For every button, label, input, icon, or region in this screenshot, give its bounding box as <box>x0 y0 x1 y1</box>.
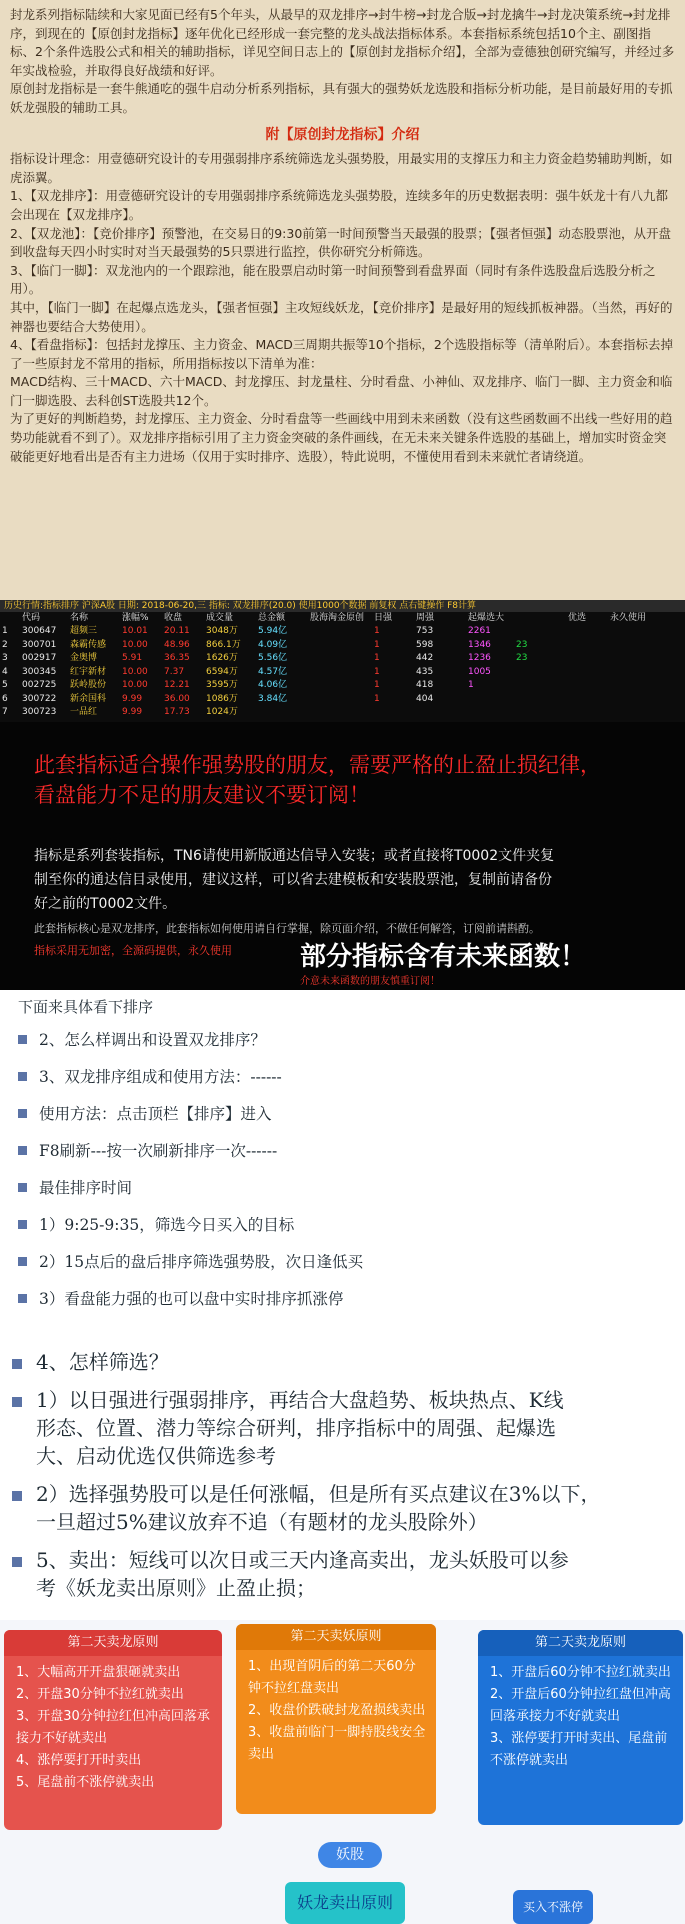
terminal-cell: 3048万 <box>206 626 238 636</box>
bullet-icon <box>12 1557 22 1567</box>
terminal-cell: 一品红 <box>70 707 98 717</box>
terminal-cell: 10.00 <box>122 680 148 690</box>
steps-item <box>18 1287 343 1309</box>
rule-item: 2、收盘价跌破封龙盈损线卖出 <box>248 1703 426 1718</box>
terminal-column-header[interactable]: 涨幅% <box>122 613 149 623</box>
terminal-cell: 1 <box>2 626 8 636</box>
terminal-cell: 森霸传感 <box>70 639 107 650</box>
terminal-cell: 超频三 <box>70 626 98 636</box>
bullet-icon <box>18 1035 27 1044</box>
terminal-cell <box>514 666 566 680</box>
terminal-cell <box>566 706 608 720</box>
terminal-cell: 1 <box>374 666 380 677</box>
terminal-row[interactable] <box>0 639 685 653</box>
filter-line: 大、启动优选仅供筛选参考 <box>36 1444 276 1468</box>
bullet-icon <box>18 1146 27 1155</box>
terminal-cell: 5 <box>2 680 8 690</box>
steps-item-text: 3）看盘能力强的也可以盘中实时排序抓涨停 <box>39 1290 344 1308</box>
terminal-cell: 2261 <box>468 626 491 636</box>
terminal-cell: 10.01 <box>122 626 148 636</box>
terminal-cell <box>608 652 650 666</box>
terminal-cell: 866.1万 <box>206 639 241 650</box>
steps-item-text: 最佳排序时间 <box>39 1179 133 1197</box>
terminal-cell <box>514 625 566 639</box>
terminal-cell <box>308 625 372 639</box>
terminal-cell: 300701 <box>22 639 57 650</box>
steps-item <box>18 1250 363 1272</box>
rule-item: 1、大幅高开开盘狠砸就卖出 <box>16 1665 181 1680</box>
terminal-cell: 435 <box>416 666 434 677</box>
steps-item <box>18 1139 277 1161</box>
terminal-topbar: 历史行情:指标排序 沪深A股 日期: 2018-06-20,三 指标: 双龙排序(20.0) 使用1000个数据 前复权 点右键操作 F8计算 <box>0 600 685 612</box>
steps-item-text: F8刷新---按一次刷新排序一次------ <box>39 1142 278 1160</box>
bullet-icon <box>18 1220 27 1229</box>
intro-paragraph: 指标设计理念：用壹德研究设计的专用强弱排序系统筛选龙头强势股，用最实用的支撑压力和主力资金趋势辅助判断，如虎添翼。 <box>10 151 673 185</box>
steps-item <box>18 1213 294 1235</box>
terminal-cell: 2 <box>2 639 8 650</box>
terminal-cell: 36.35 <box>164 653 190 663</box>
note-line: 好之前的T0002文件。 <box>34 896 177 912</box>
intro-paragraph: 3、【临门一脚】：双龙池内的一个跟踪池，能在股票启动时第一时间预警到看盘界面（同时有条件选股盘后选股分析之用）。 <box>10 262 656 297</box>
terminal-column-header[interactable]: 总金额 <box>258 613 286 623</box>
terminal-row[interactable] <box>0 706 685 720</box>
sell-rules-diagram <box>0 1620 685 1924</box>
terminal-cell: 1 <box>374 693 380 704</box>
steps-item <box>18 1102 272 1124</box>
terminal-cell: 300345 <box>22 666 57 677</box>
filter-line: 1）以日强进行强弱排序，再结合大盘趋势、板块热点、K线 <box>12 1386 564 1414</box>
terminal-cell: 1 <box>374 653 380 663</box>
intro-heading: 附【原创封龙指标】介绍 <box>265 126 420 143</box>
box-title: 第二天卖龙原则 <box>4 1630 222 1656</box>
bullet-icon <box>18 1257 27 1266</box>
intro-paragraph: 4、【看盘指标】：包括封龙撑压、主力资金、MACD三周期共振等10个指标，2个选股指标等（清单附后）。本套指标去掉了一些原封龙不常用的指标，所用指标按以下清单为准： <box>10 337 674 371</box>
filter-section <box>0 1340 685 1620</box>
bullet-icon <box>18 1294 27 1303</box>
terminal-cell: 4.09亿 <box>258 639 288 650</box>
rule-item: 1、出现首阴后的第二天60分钟不拉红盘卖出 <box>248 1659 416 1696</box>
terminal-cell <box>372 706 414 720</box>
terminal-cell: 5.94亿 <box>258 626 288 636</box>
terminal-cell: 7 <box>2 707 8 717</box>
bullet-icon <box>12 1491 22 1501</box>
terminal-cell <box>608 679 650 693</box>
steps-item-text: 1）9:25-9:35，筛选今日买入的目标 <box>39 1216 295 1234</box>
terminal-cell: 10.00 <box>122 639 148 650</box>
terminal-cell: 10.00 <box>122 666 148 677</box>
terminal-cell <box>566 625 608 639</box>
terminal-cell <box>256 706 308 720</box>
steps-item-text: 2、怎么样调出和设置双龙排序？ <box>39 1031 266 1049</box>
terminal-cell: 753 <box>416 626 434 636</box>
terminal-cell <box>566 639 608 653</box>
terminal-cell: 20.11 <box>164 626 190 636</box>
terminal-column-header[interactable]: 周强 <box>416 613 435 623</box>
terminal-row[interactable] <box>0 693 685 707</box>
terminal-cell: 1236 <box>468 653 491 663</box>
filter-line: 4、怎样筛选？ <box>12 1348 169 1376</box>
intro-paragraph: 2、【双龙池】：【竞价排序】预警池，在交易日的9:30前第一时间预警当天最强的股票；【强者恒强】动态股票池，从开盘到收盘每天四小时实时对当天最强势的5只票进行监控，供你研究分析筛选。 <box>10 225 672 260</box>
terminal-cell <box>308 706 372 720</box>
terminal-cell <box>566 693 608 707</box>
terminal-column-header[interactable]: 成交量 <box>206 613 234 623</box>
center-rule-box: 妖龙卖出原则 <box>285 1882 405 1924</box>
terminal-cell <box>608 693 650 707</box>
terminal-cell: 4.06亿 <box>258 680 288 690</box>
terminal-cell: 4.57亿 <box>258 666 288 677</box>
terminal-column-header[interactable]: 永久使用 <box>610 613 647 623</box>
rule-item: 4、涨停要打开时卖出 <box>16 1753 142 1768</box>
terminal-cell: 002917 <box>22 653 57 663</box>
terminal-cell <box>466 693 514 707</box>
terminal-cell: 002725 <box>22 680 57 690</box>
rule-item: 5、尾盘前不涨停就卖出 <box>16 1775 155 1790</box>
bullet-icon <box>18 1109 27 1118</box>
terminal-cell <box>514 679 566 693</box>
buy-not-limit-box: 买入不涨停 <box>513 1890 593 1924</box>
terminal-cell: 1346 <box>468 639 491 650</box>
terminal-cell <box>608 706 650 720</box>
terminal-cell: 7.37 <box>164 666 185 677</box>
terminal-column-header[interactable] <box>514 612 566 625</box>
terminal-cell <box>514 706 566 720</box>
terminal-cell: 418 <box>416 680 434 690</box>
terminal-column-header[interactable]: 收盘 <box>164 613 183 623</box>
terminal-header-row <box>0 612 685 625</box>
rule-item: 2、开盘后60分钟拉红盘但冲高回落承接力不好就卖出 <box>490 1687 671 1724</box>
sell-demon-box <box>236 1624 436 1814</box>
terminal-cell: 300723 <box>22 707 57 717</box>
box-title: 第二天卖龙原则 <box>478 1630 683 1656</box>
terminal-cell: 1 <box>374 626 380 636</box>
sell-dragon-box-left <box>4 1630 222 1830</box>
rule-item: 1、开盘后60分钟不拉红就卖出 <box>490 1665 671 1680</box>
terminal-cell: 1626万 <box>206 653 238 663</box>
terminal-cell: 9.99 <box>122 707 143 717</box>
steps-item-text: 3、双龙排序组成和使用方法：------ <box>39 1068 282 1086</box>
intro-paragraph: 其中，【临门一脚】在起爆点选龙头，【强者恒强】主攻短线妖龙，【竞价排序】是最好用的短线抓板神器。（当然，再好的神器也要结合大势使用）。 <box>10 299 673 334</box>
terminal-row[interactable] <box>0 625 685 639</box>
promo-section <box>0 722 685 990</box>
warning-text <box>34 750 654 810</box>
intro-paragraph: 为了更好的判断趋势，封龙撑压、主力资金、分时看盘等一些画线中用到未来函数（没有这些函数画不出线一些好用的趋势功能就看不到了）。双龙排序指标引用了主力资金突破的条件画线，在无未来关键条件选股的基础上，增加实时资金突破能更好地看出是否有主力进场（仅用于实时排序、选股），特此说明，不懂使用看到未来就忙者请绕道。 <box>10 411 673 464</box>
terminal-cell: 300647 <box>22 626 57 636</box>
terminal-cell: 3 <box>2 653 8 663</box>
terminal-row[interactable] <box>0 652 685 666</box>
terminal-cell: 598 <box>416 639 434 650</box>
terminal-cell <box>608 625 650 639</box>
terminal-column-header[interactable] <box>0 612 20 625</box>
terminal-cell <box>466 706 514 720</box>
rule-item: 3、涨停要打开时卖出、尾盘前不涨停就卖出 <box>490 1731 668 1768</box>
terminal-cell <box>308 639 372 653</box>
terminal-row[interactable] <box>0 666 685 680</box>
demon-stock-label: 妖股 <box>318 1842 382 1868</box>
terminal-cell: 442 <box>416 653 434 663</box>
filter-line: 一旦超过5%建议放弃不追（有题材的龙头股除外） <box>36 1510 488 1534</box>
rule-item: 3、开盘30分钟拉红但冲高回落承接力不好就卖出 <box>16 1709 210 1746</box>
terminal-cell: 23 <box>516 639 528 650</box>
core-note: 此套指标核心是双龙排序，此套指标如何使用请自行掌握，除页面介绍，不做任何解答，订阅前请斟酌。 <box>34 922 540 935</box>
terminal-column-header[interactable]: 名称 <box>70 613 89 623</box>
terminal-cell: 1086万 <box>206 693 238 704</box>
terminal-cell: 5.56亿 <box>258 653 288 663</box>
terminal-cell <box>308 652 372 666</box>
note-line: 制至你的通达信目录使用，建议这样，可以省去建模板和安装股票池，复制前请备份 <box>34 872 552 888</box>
sell-dragon-box-right <box>478 1630 683 1825</box>
terminal-cell: 12.21 <box>164 680 190 690</box>
terminal-cell: 4 <box>2 666 8 677</box>
terminal-cell: 17.73 <box>164 707 190 717</box>
terminal-cell: 23 <box>516 653 528 663</box>
terminal-cell: 404 <box>416 693 434 704</box>
terminal-cell: 48.96 <box>164 639 190 650</box>
terminal-column-header[interactable]: 股海淘金原创 <box>310 613 365 623</box>
terminal-column-header[interactable]: 优选 <box>568 613 587 623</box>
terminal-column-header[interactable]: 起爆选大 <box>468 613 505 623</box>
steps-intro: 下面来具体看下排序 <box>18 998 154 1016</box>
terminal-cell <box>566 652 608 666</box>
subscribe-caution: 介意未来函数的朋友慎重订阅！ <box>300 976 440 987</box>
terminal-rows <box>0 625 685 720</box>
intro-paragraph: 原创封龙指标是一套牛熊通吃的强牛启动分析系列指标，具有强大的强势妖龙选股和指标分析功能，是目前最好用的专抓妖龙强股的辅助工具。 <box>10 81 673 115</box>
bullet-icon <box>18 1183 27 1192</box>
warning-line: 此套指标适合操作强势股的朋友，需要严格的止盈止损纪律， <box>34 753 601 777</box>
steps-item <box>18 1065 282 1087</box>
terminal-cell: 6594万 <box>206 666 238 677</box>
bullet-icon <box>18 1072 27 1081</box>
terminal-cell: 36.00 <box>164 693 190 704</box>
terminal-column-header[interactable]: 日强 <box>374 613 393 623</box>
terminal-cell <box>514 693 566 707</box>
terminal-cell: 9.99 <box>122 693 143 704</box>
terminal-cell <box>608 666 650 680</box>
terminal-cell: 300722 <box>22 693 57 704</box>
rule-item: 3、收盘前临门一脚持股线安全卖出 <box>248 1725 426 1762</box>
steps-item <box>18 1028 266 1050</box>
terminal-column-header[interactable]: 代码 <box>22 613 41 623</box>
rule-item: 2、开盘30分钟不拉红就卖出 <box>16 1687 184 1702</box>
terminal-cell: 红宇新材 <box>70 666 107 677</box>
box-title: 第二天卖妖原则 <box>236 1624 436 1650</box>
intro-paragraph: MACD结构、三十MACD、六十MACD、封龙撑压、封龙量柱、分时看盘、小神仙、双龙排序、临门一脚、主力资金和临门一脚选股、去科创ST选股共12个。 <box>10 374 673 408</box>
future-function-warning: 部分指标含有未来函数！ <box>300 942 587 972</box>
terminal-cell <box>308 679 372 693</box>
filter-line: 2）选择强势股可以是任何涨幅，但是所有买点建议在3%以下， <box>12 1480 600 1508</box>
terminal-cell: 1005 <box>468 666 491 677</box>
stock-terminal <box>0 600 685 722</box>
note-line: 指标是系列套装指标，TN6请使用新版通达信导入安装；或者直接将T0002文件夹复 <box>34 848 555 864</box>
terminal-cell: 1024万 <box>206 707 238 717</box>
terminal-cell: 1 <box>374 680 380 690</box>
intro-paragraph: 1、【双龙排序】：用壹德研究设计的专用强弱排序系统筛选龙头强势股，连续多年的历史数据表明：强牛妖龙十有八九都会出现在【双龙排序】。 <box>10 188 668 222</box>
warning-line: 看盘能力不足的朋友建议不要订阅！ <box>34 783 370 807</box>
terminal-cell <box>566 666 608 680</box>
terminal-cell <box>308 693 372 707</box>
intro-paragraph: 封龙系列指标陆续和大家见面已经有5个年头，从最早的双龙排序→封牛榜→封龙合版→封龙擒牛→封龙决策系统→封龙排序，到现在的【原创封龙指标】逐年优化已经形成一套完整的龙头战法指标体系。本套指标系统包括10个主、副图指标、2个条件选股公式和相关的辅助指标，详见空间日志上的【原创封龙指标介绍】，全部为壹德独创研究编写，并经过多年实战检验，并取得良好战绩和好评。 <box>10 7 675 78</box>
intro-section <box>0 0 685 600</box>
steps-item <box>18 1176 132 1198</box>
source-note: 指标采用无加密，全源码提供，永久使用 <box>34 944 232 957</box>
terminal-cell <box>566 679 608 693</box>
terminal-cell: 新余国科 <box>70 693 107 704</box>
terminal-cell: 金奥博 <box>70 653 98 663</box>
filter-line: 5、卖出：短线可以次日或三天内逢高卖出，龙头妖股可以参 <box>12 1546 569 1574</box>
terminal-cell: 跃岭股份 <box>70 680 107 690</box>
bullet-icon <box>12 1359 22 1369</box>
filter-line: 考《妖龙卖出原则》止盈止损； <box>36 1576 316 1600</box>
terminal-cell: 6 <box>2 693 8 704</box>
steps-section <box>0 990 685 1340</box>
terminal-cell: 5.91 <box>122 653 143 663</box>
terminal-cell: 1 <box>374 639 380 650</box>
bullet-icon <box>12 1397 22 1407</box>
terminal-cell: 1 <box>468 680 474 690</box>
filter-line: 形态、位置、潜力等综合研判，排序指标中的周强、起爆选 <box>36 1416 556 1440</box>
terminal-cell <box>308 666 372 680</box>
install-note <box>34 844 654 916</box>
terminal-row[interactable] <box>0 679 685 693</box>
terminal-cell <box>608 639 650 653</box>
steps-item-text: 使用方法：点击顶栏【排序】进入 <box>39 1105 272 1123</box>
terminal-cell <box>414 706 466 720</box>
terminal-cell: 3595万 <box>206 680 238 690</box>
steps-item-text: 2）15点后的盘后排序筛选强势股，次日逢低买 <box>39 1253 364 1271</box>
terminal-cell: 3.84亿 <box>258 693 288 704</box>
